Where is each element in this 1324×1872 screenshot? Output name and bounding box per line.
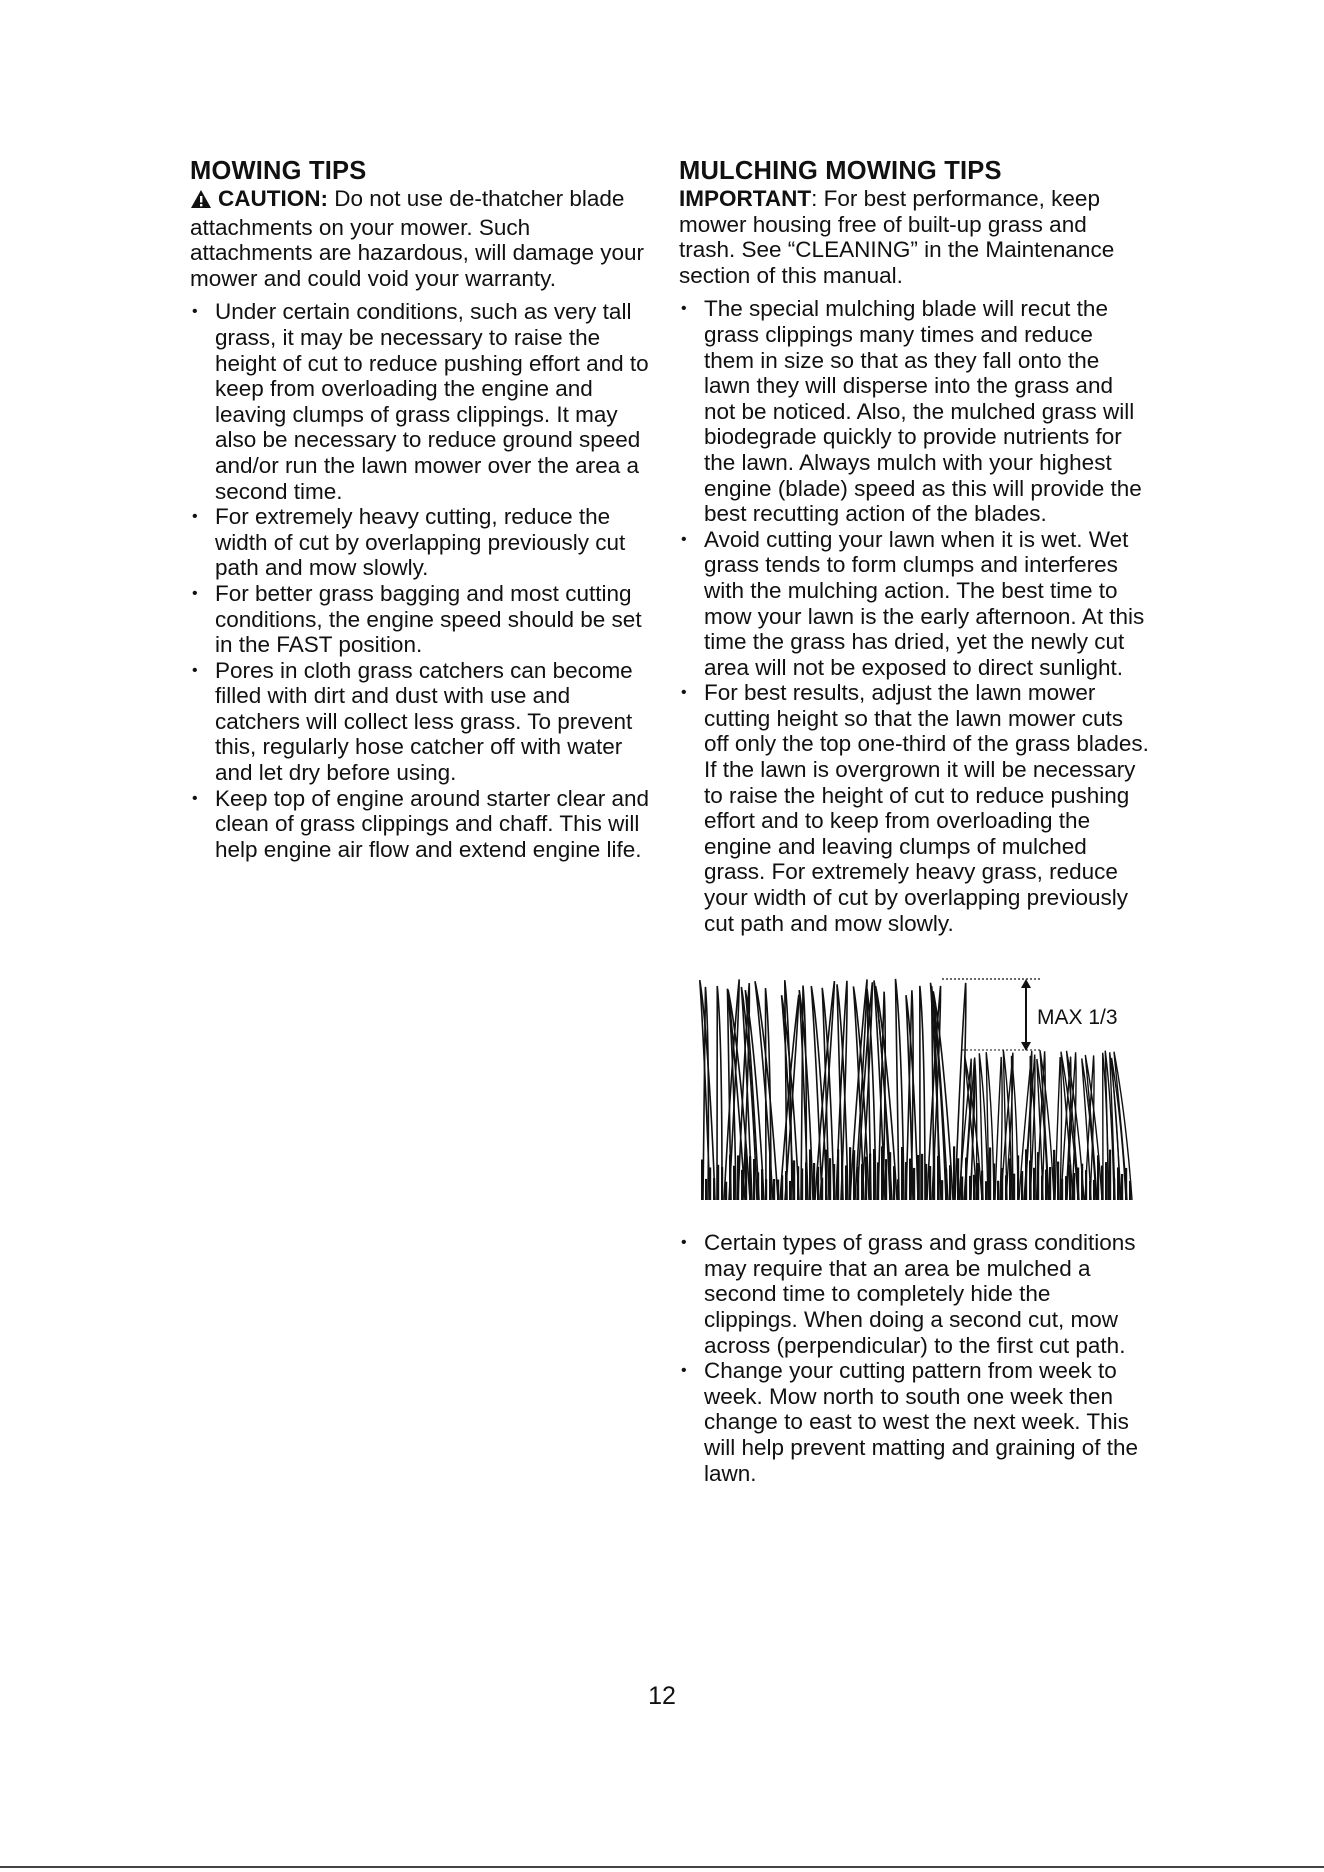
list-item: • For best results, adjust the lawn mower cutting height so that the lawn mower cuts off only the top one-third of the grass blades. If the lawn is overgrown it will be necessary to raise the height of cut to reduce pushing effort and to keep from overloading the engine and leaving clumps of mulched grass. For extremely heavy grass, reduce your width of cut by overlapping previously cut path and mow slowly. xyxy=(679,680,1149,936)
mowing-tips-heading: MOWING TIPS xyxy=(190,157,367,185)
mowing-tips-list xyxy=(190,299,650,862)
mulching-tips-column xyxy=(679,156,1149,1486)
list-item: • Pores in cloth grass catchers can become filled with dirt and dust with use and catchers will collect less grass. To prevent this, regularly hose catcher off with water and let dry before using. xyxy=(190,658,650,786)
mulching-tips-list-continued xyxy=(679,1230,1149,1486)
page-number: 12 xyxy=(648,1682,676,1710)
max-cut-label: MAX 1/3 xyxy=(1037,1006,1118,1030)
list-item: • The special mulching blade will recut the grass clippings many times and reduce them in size so that as they fall onto the lawn they will disperse into the grass and not be noticed. Also, the mulched grass will biodegrade quickly to provide nutrients for the lawn. Always mulch with your highest engine (blade) speed as this will provide the best recutting action of the blades. xyxy=(679,296,1149,526)
bottom-rule xyxy=(0,1866,1324,1868)
list-item: • For extremely heavy cutting, reduce the width of cut by overlapping previously cut path and mow slowly. xyxy=(190,504,650,581)
important-text: : For best performance, keep mower housing free of built-up grass and trash. See “CLEANING” in the Maintenance section of this manual. xyxy=(679,186,1115,288)
list-item: • Certain types of grass and grass conditions may require that an area be mulched a second time to completely hide the clippings. When doing a second cut, mow across (perpendicular) to the first cut path. xyxy=(679,1230,1149,1358)
important-paragraph xyxy=(679,186,1149,288)
caution-label: CAUTION: xyxy=(218,186,328,211)
list-item: • Avoid cutting your lawn when it is wet. Wet grass tends to form clumps and interferes with the mulching action. The best time to mow your lawn is the early afternoon. At this time the grass has dried, yet the newly cut area will not be exposed to direct sunlight. xyxy=(679,527,1149,681)
mulching-tips-heading: MULCHING MOWING TIPS xyxy=(679,157,1002,185)
mowing-tips-column xyxy=(190,156,650,862)
important-label: IMPORTANT xyxy=(679,186,812,211)
list-item: • For better grass bagging and most cutting conditions, the engine speed should be set in the FAST position. xyxy=(190,581,650,658)
caution-text: Do not use de-thatcher blade attachments on your mower. Such attachments are hazardous, will damage your mower and could void your warranty. xyxy=(190,186,644,291)
caution-paragraph xyxy=(190,186,650,291)
list-item: • Keep top of engine around starter clear and clean of grass clippings and chaff. This will help engine air flow and extend engine life. xyxy=(190,786,650,863)
list-item: • Change your cutting pattern from week to week. Mow north to south one week then change to east to west the next week. This will help prevent matting and graining of the lawn. xyxy=(679,1358,1149,1486)
max-cut-arrow-icon xyxy=(1021,979,1031,1051)
mulching-tips-list xyxy=(679,296,1149,936)
list-item: • Under certain conditions, such as very tall grass, it may be necessary to raise the height of cut to reduce pushing effort and to keep from overloading the engine and leaving clumps of grass clippings. It may also be necessary to reduce ground speed and/or run the lawn mower over the area a second time. xyxy=(190,299,650,504)
warning-triangle-icon xyxy=(190,189,212,215)
grass-cut-height-illustration xyxy=(697,972,1137,1202)
